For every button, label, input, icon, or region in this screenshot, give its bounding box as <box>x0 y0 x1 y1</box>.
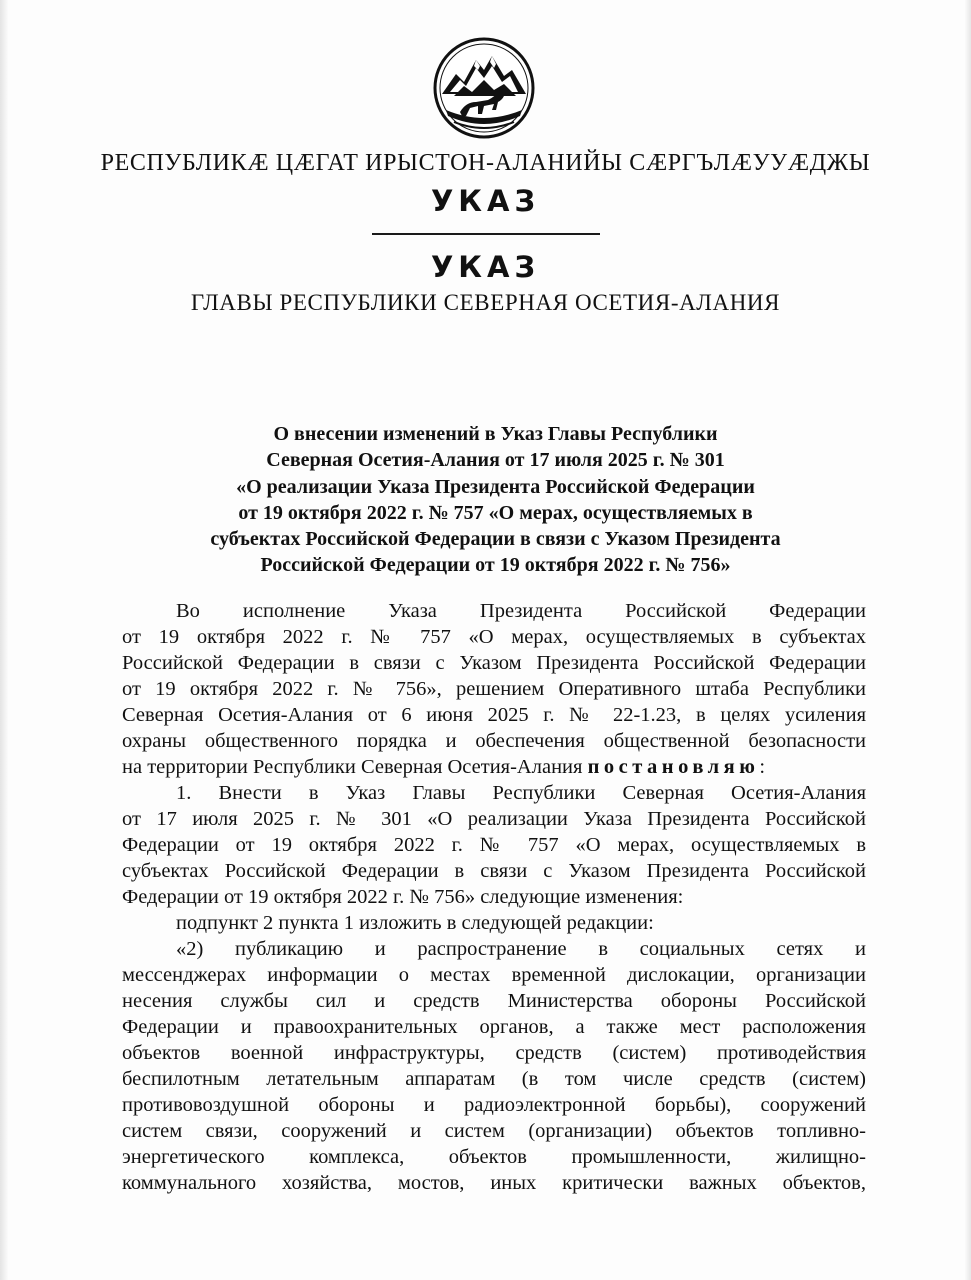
quote-line: систем связи, сооружений и систем (организации) объектов топливно- <box>122 1120 866 1142</box>
item1-line: субъектах Российской Федерации в связи с Указом Президента Российской <box>122 860 866 882</box>
preamble-last-text: на территории Республики Северная Осетия-Алания <box>122 756 588 778</box>
item1-line: Федерации от 19 октября 2022 г. № 756» следующие изменения: <box>122 886 684 908</box>
preamble-line: Российской Федерации в связи с Указом Президента Российской Федерации <box>122 652 866 674</box>
decree-title <box>120 421 871 579</box>
quote-line: несения службы сил и средств Министерства обороны Российской <box>122 990 866 1012</box>
quote-line: «2) публикацию и распространение в социальных сетях и <box>176 938 866 960</box>
subitem-line: подпункт 2 пункта 1 изложить в следующей редакции: <box>176 912 654 934</box>
quote-line: Федерации и правоохранительных органов, а также мест расположения <box>122 1016 866 1038</box>
header-russian: ГЛАВЫ РЕСПУБЛИКИ СЕВЕРНАЯ ОСЕТИЯ-АЛАНИЯ <box>190 290 781 315</box>
preamble-line: Северная Осетия-Алания от 6 июня 2025 г. № 22-1.23, в целях усиления <box>122 704 866 726</box>
item1-line: 1. Внести в Указ Главы Республики Северная Осетия-Алания <box>176 782 866 804</box>
preamble-line: Во исполнение Указа Президента Российской Федерации <box>176 600 866 622</box>
header-ossetian: РЕСПУБЛИКӔ ЦӔГАТ ИРЫСТОН-АЛАНИЙЫ СӔРГЪЛӔУУӔДЖЫ <box>100 150 871 176</box>
title-line: «О реализации Указа Президента Российской Федерации <box>236 475 755 498</box>
resolve-colon: : <box>759 756 766 778</box>
ukaz-heading-russian: УКАЗ <box>430 250 541 284</box>
preamble-last-line <box>122 754 866 780</box>
item1-line: от 17 июля 2025 г. № 301 «О реализации Указа Президента Российской <box>122 808 866 830</box>
quote-line: беспилотным летательным аппаратам (в том числе средств (систем) <box>122 1068 866 1090</box>
quote-line: энергетического комплекса, объектов промышленности, жилищно- <box>122 1146 866 1168</box>
decree-body <box>122 598 866 1196</box>
header-divider <box>372 233 600 235</box>
title-line: Северная Осетия-Алания от 17 июля 2025 г. № 301 <box>266 449 725 472</box>
quote-line: коммунального хозяйства, мостов, иных критически важных объектов, <box>122 1172 866 1194</box>
preamble-line: охраны общественного порядка и обеспечения общественной безопасности <box>122 730 866 752</box>
preamble-line: от 19 октября 2022 г. № 757 «О мерах, осуществляемых в субъектах <box>122 626 866 648</box>
title-line: от 19 октября 2022 г. № 757 «О мерах, осуществляемых в <box>238 501 753 524</box>
resolve-word: постановляю <box>587 756 760 778</box>
title-line: Российской Федерации от 19 октября 2022 г. № 756» <box>260 554 731 577</box>
quote-line: объектов военной инфраструктуры, средств (систем) противодействия <box>122 1042 866 1064</box>
quote-line: мессенджерах информации о местах временной дислокации, организации <box>122 964 866 986</box>
quote-line: противовоздушной обороны и радиоэлектронной борьбы), сооружений <box>122 1094 866 1116</box>
title-line: О внесении изменений в Указ Главы Республики <box>273 423 718 445</box>
preamble-line: от 19 октября 2022 г. № 756», решением Оперативного штаба Республики <box>122 678 866 700</box>
coat-of-arms-emblem-icon <box>432 36 536 140</box>
title-line: субъектах Российской Федерации в связи с Указом Президента <box>210 528 781 551</box>
ukaz-heading-ossetian: УКАЗ <box>430 184 541 218</box>
item1-line: Федерации от 19 октября 2022 г. № 757 «О мерах, осуществляемых в <box>122 834 866 856</box>
